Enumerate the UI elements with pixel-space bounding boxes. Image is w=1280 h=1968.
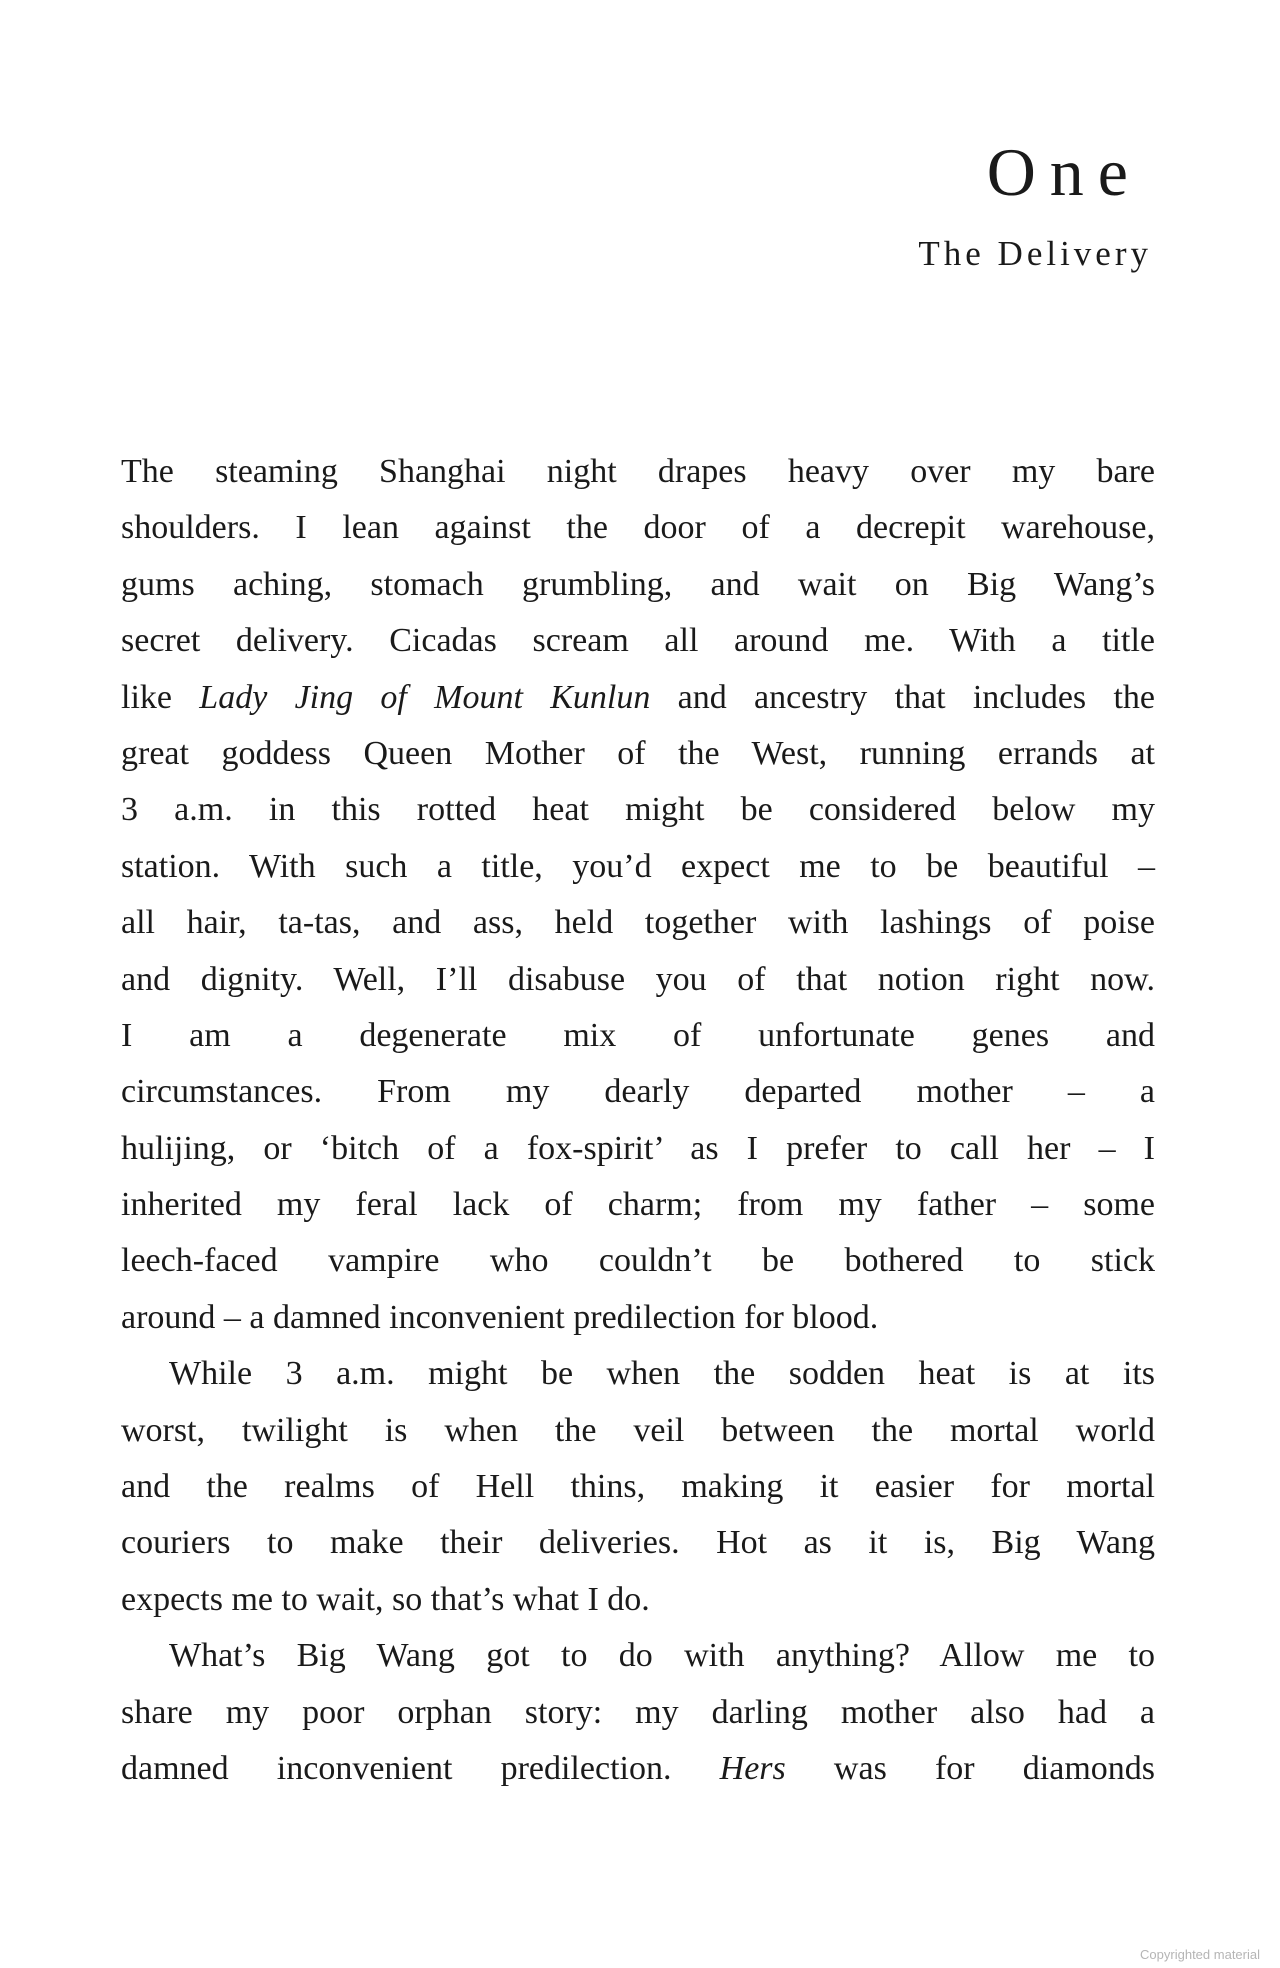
- text-segment: couriers to make their deliveries. Hot as it is, Big Wang: [121, 1524, 1155, 1562]
- text-segment: 3 a.m. in this rotted heat might be considered below my: [121, 791, 1155, 829]
- text-segment: expects me to wait, so that’s what I do.: [121, 1580, 650, 1618]
- italic-text: Hers: [719, 1749, 786, 1787]
- text-line: [121, 1177, 1155, 1233]
- text-segment: I am a degenerate mix of unfortunate genes and: [121, 1016, 1155, 1054]
- text-segment: like: [121, 678, 200, 716]
- text-line: [121, 839, 1155, 895]
- text-line: [121, 1008, 1155, 1064]
- text-segment: around – a damned inconvenient predilection for blood.: [121, 1298, 879, 1336]
- text-segment: all hair, ta-tas, and ass, held together with lashings of poise: [121, 904, 1155, 942]
- text-segment: The steaming Shanghai night drapes heavy over my bare: [121, 453, 1155, 490]
- text-segment: worst, twilight is when the veil between the mortal world: [121, 1411, 1155, 1449]
- copyright-notice: Copyrighted material: [1140, 1947, 1260, 1962]
- chapter-number: One: [986, 134, 1142, 210]
- text-segment: shoulders. I lean against the door of a decrepit warehouse,: [121, 509, 1155, 547]
- text-segment: great goddess Queen Mother of the West, running errands at: [121, 734, 1155, 772]
- text-line: [121, 1403, 1155, 1459]
- text-segment: share my poor orphan story: my darling mother also had a: [121, 1693, 1155, 1731]
- text-segment: gums aching, stomach grumbling, and wait on Big Wang’s: [121, 565, 1155, 603]
- text-segment: While 3 a.m. might be when the sodden heat is at its: [169, 1355, 1155, 1393]
- text-line: [121, 1064, 1155, 1120]
- text-line: [121, 1572, 1155, 1628]
- text-line: [121, 444, 1155, 500]
- text-line: [121, 1459, 1155, 1515]
- text-line: [121, 613, 1155, 669]
- text-line: [121, 1628, 1155, 1684]
- italic-text: Lady Jing of Mount Kunlun: [199, 678, 651, 716]
- text-line: [121, 557, 1155, 613]
- text-segment: and ancestry that includes the: [650, 678, 1155, 716]
- text-segment: circumstances. From my dearly departed mother – a: [121, 1073, 1155, 1111]
- text-line: [121, 1121, 1155, 1177]
- text-segment: and the realms of Hell thins, making it easier for mortal: [121, 1468, 1155, 1506]
- text-segment: What’s Big Wang got to do with anything? Allow me to: [169, 1637, 1155, 1675]
- text-line: [121, 1346, 1155, 1402]
- text-line: [121, 1515, 1155, 1571]
- text-line: [121, 1290, 1155, 1346]
- text-segment: inherited my feral lack of charm; from my father – some: [121, 1186, 1155, 1224]
- body-text: [121, 444, 1155, 1797]
- text-segment: was for diamonds: [785, 1749, 1155, 1787]
- text-line: [121, 726, 1155, 782]
- text-line: [121, 1741, 1155, 1797]
- text-segment: and dignity. Well, I’ll disabuse you of that notion right now.: [121, 960, 1155, 998]
- chapter-title: The Delivery: [918, 234, 1152, 273]
- text-line: [121, 782, 1155, 838]
- text-line: [121, 670, 1155, 726]
- text-line: [121, 500, 1155, 556]
- text-segment: hulijing, or ‘bitch of a fox-spirit’ as I prefer to call her – I: [121, 1129, 1155, 1167]
- text-line: [121, 952, 1155, 1008]
- text-line: [121, 895, 1155, 951]
- text-segment: secret delivery. Cicadas scream all around me. With a title: [121, 622, 1155, 660]
- text-segment: station. With such a title, you’d expect me to be beautiful –: [121, 847, 1155, 885]
- text-line: [121, 1233, 1155, 1289]
- text-segment: damned inconvenient predilection.: [121, 1749, 720, 1787]
- text-line: [121, 1685, 1155, 1741]
- text-segment: leech-faced vampire who couldn’t be bothered to stick: [121, 1242, 1155, 1280]
